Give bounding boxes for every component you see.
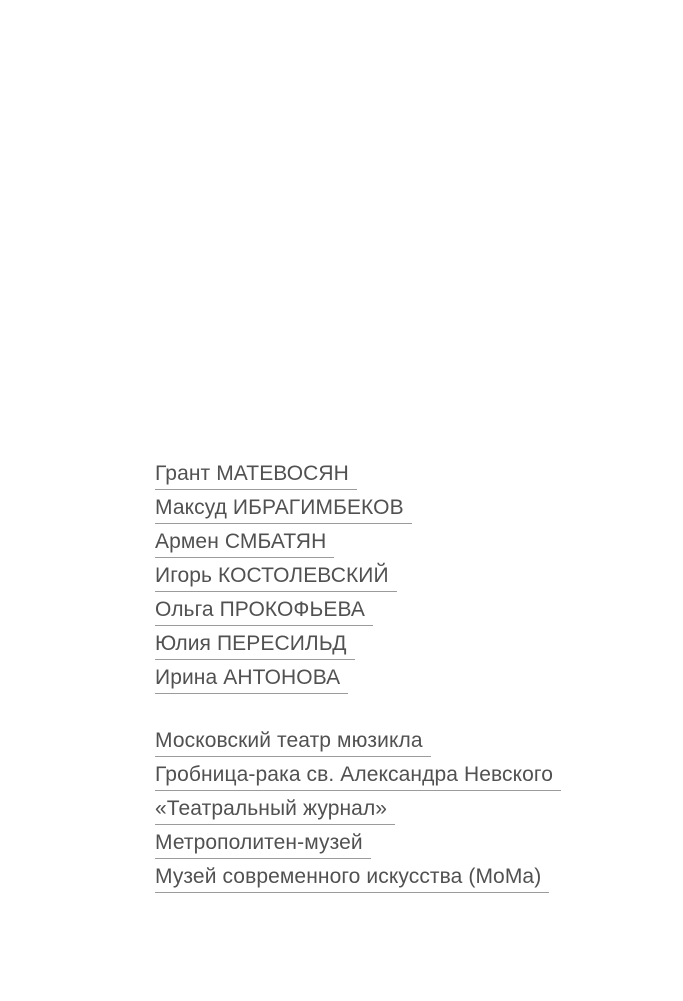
list-item — [155, 832, 561, 859]
list-item — [155, 866, 561, 893]
underlined-text: Юлия ПЕРЕСИЛЬД — [155, 633, 355, 660]
underlined-text: Гробница-рака св. Александра Невского — [155, 764, 561, 791]
underlined-text: Игорь КОСТОЛЕВСКИЙ — [155, 565, 397, 592]
institution-name-list — [155, 730, 561, 893]
list-item — [155, 764, 561, 791]
underlined-text: Московский театр мюзикла — [155, 730, 431, 757]
underlined-text: «Театральный журнал» — [155, 798, 395, 825]
underlined-text: Армен СМБАТЯН — [155, 531, 334, 558]
list-item — [155, 565, 561, 592]
list-item — [155, 667, 561, 694]
list-item — [155, 497, 561, 524]
underlined-lists — [155, 463, 561, 900]
underlined-text: Ирина АНТОНОВА — [155, 667, 348, 694]
list-item — [155, 798, 561, 825]
underlined-text: Музей современного искусства (MoMa) — [155, 866, 549, 893]
list-item — [155, 633, 561, 660]
underlined-text: Грант МАТЕВОСЯН — [155, 463, 357, 490]
list-item — [155, 531, 561, 558]
list-item — [155, 730, 561, 757]
underlined-text: Метрополитен-музей — [155, 832, 371, 859]
list-item — [155, 463, 561, 490]
list-item — [155, 599, 561, 626]
underlined-text: Максуд ИБРАГИМБЕКОВ — [155, 497, 412, 524]
underlined-text: Ольга ПРОКОФЬЕВА — [155, 599, 373, 626]
people-name-list — [155, 463, 561, 694]
